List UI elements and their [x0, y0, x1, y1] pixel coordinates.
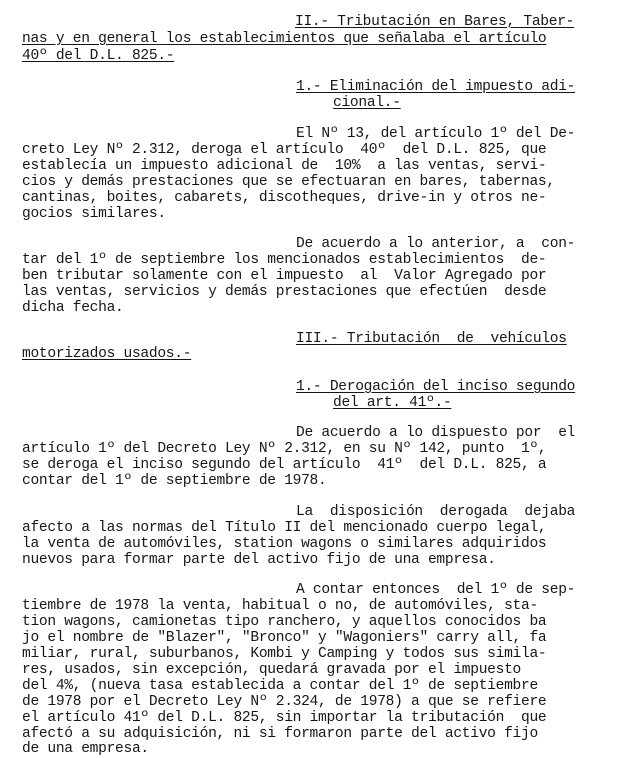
section-3-para-3-line-5: miliar, rural, suburbanos, Kombi y Camping y todos sus simila-: [22, 646, 547, 662]
section-2-para-1-line-2: creto Ley Nº 2.312, deroga el artículo 40º del D.L. 825, que: [22, 142, 547, 158]
section-3-para-1-line-1: De acuerdo a lo dispuesto por el: [296, 425, 576, 441]
section-3-subheading-line-1: 1.- Derogación del inciso segundo: [296, 379, 576, 395]
section-2-para-1-line-3: establecía un impuesto adicional de 10% a las ventas, servi-: [22, 158, 547, 174]
section-3-para-3-line-9: el artículo 41º del D.L. 825, sin importar la tributación que: [22, 710, 547, 726]
section-2-para-2-line-5: dicha fecha.: [22, 300, 124, 316]
section-2-subheading-line-1: 1.- Eliminación del impuesto adi-: [296, 79, 576, 95]
section-3-subheading-line-2: del art. 41º.-: [333, 395, 452, 411]
section-3-para-1-line-3: se deroga el inciso segundo del artículo 41º del D.L. 825, a: [22, 457, 547, 473]
section-2-heading-line-1: II.- Tributación en Bares, Taber-: [295, 14, 575, 30]
section-3-heading-line-1: III.- Tributación de vehículos: [296, 331, 567, 347]
section-3-para-3-line-1: A contar entonces del 1º de sep-: [296, 582, 576, 598]
section-3-para-3-line-6: res, usados, sin excepción, quedará gravada por el impuesto: [22, 662, 522, 678]
section-2-subheading-line-2: cional.-: [333, 95, 401, 111]
section-3-para-3-line-2: tiembre de 1978 la venta, habitual o no, de automóviles, sta-: [22, 598, 538, 614]
section-2-para-2-line-2: tar del 1º de septiembre los mencionados establecimientos de-: [22, 252, 547, 268]
section-3-para-3-line-4: jo el nombre de "Blazer", "Bronco" y "Wagoniers" carry all, fa: [22, 630, 547, 646]
section-3-para-1-line-2: artículo 1º del Decreto Ley Nº 2.312, en su Nº 142, punto 1º,: [22, 441, 547, 457]
section-2-para-2-line-1: De acuerdo a lo anterior, a con-: [296, 236, 576, 252]
section-3-para-3-line-7: del 4%, (nueva tasa establecida a contar del 1º de septiembre: [22, 678, 538, 694]
section-2-para-2-line-3: ben tributar solamente con el impuesto al Valor Agregado por: [22, 268, 547, 284]
section-2-para-1-line-5: cantinas, boites, cabarets, discotheques, drive-in y otros ne-: [22, 190, 547, 206]
section-2-para-1-line-4: cios y demás prestaciones que se efectuaran en bares, tabernas,: [22, 174, 555, 190]
section-2-para-1-line-6: gocios similares.: [22, 206, 166, 222]
section-2-heading-line-2: nas y en general los establecimientos que señalaba el artículo: [22, 31, 547, 47]
section-3-para-2-line-1: La disposición derogada dejaba: [296, 504, 576, 520]
section-2-para-1-line-1: El Nº 13, del artículo 1º del De-: [296, 126, 576, 142]
section-3-para-3-line-8: de 1978 por el Decreto Ley Nº 2.324, de 1978) a que se refiere: [22, 694, 547, 710]
section-2-para-2-line-4: las ventas, servicios y demás prestaciones que efectúen desde: [22, 284, 547, 300]
section-2-heading-line-3: 40º del D.L. 825.-: [22, 48, 175, 64]
section-3-para-2-line-3: la venta de automóviles, station wagons o similares adquiridos: [22, 536, 547, 552]
section-3-para-2-line-4: nuevos para formar parte del activo fijo de una empresa.: [22, 552, 496, 568]
section-3-para-1-line-4: contar del 1º de septiembre de 1978.: [22, 473, 327, 489]
section-3-para-2-line-2: afecto a las normas del Título II del mencionado cuerpo legal,: [22, 520, 547, 536]
section-3-para-3-line-10: afectó a su adquisición, ni si formaron parte del activo fijo: [22, 726, 538, 742]
section-3-para-3-line-3: tion wagons, camionetas tipo ranchero, y aquellos conocidos ba: [22, 614, 547, 630]
section-3-heading-line-2: motorizados usados.-: [22, 346, 192, 362]
section-3-para-3-line-11: de una empresa.: [22, 741, 149, 757]
